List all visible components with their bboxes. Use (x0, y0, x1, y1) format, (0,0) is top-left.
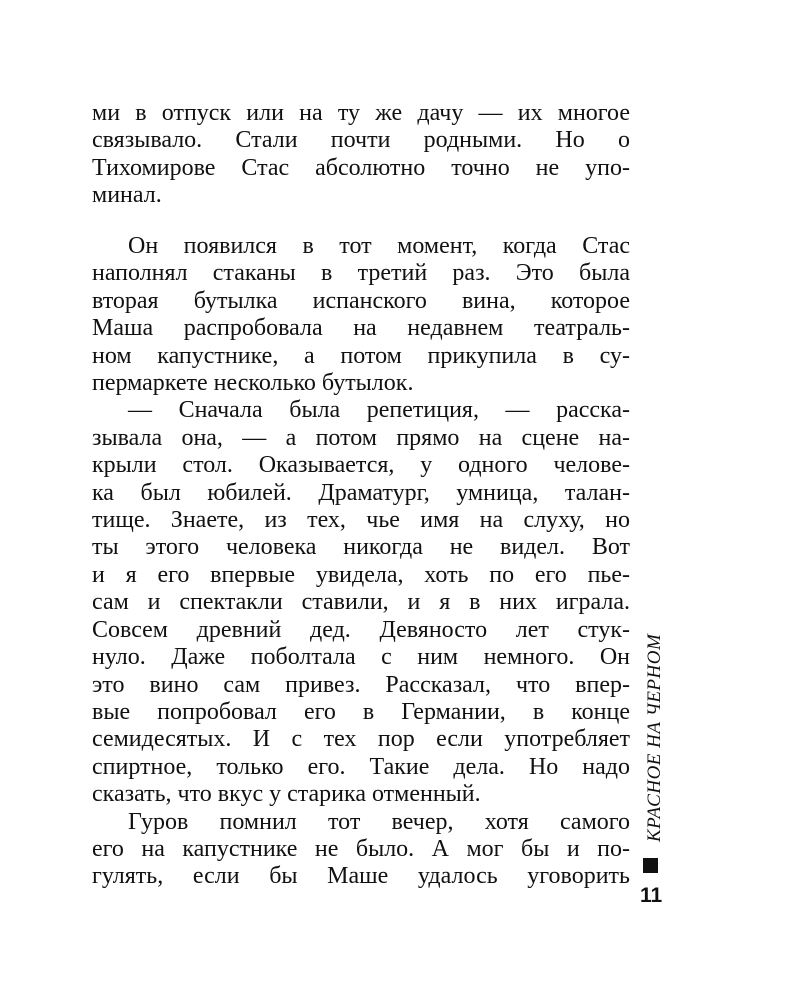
text-line: сам и спектакли ставили, и я в них играла. (92, 589, 630, 616)
text-line: нуло. Даже поболтала с ним немного. Он (92, 644, 630, 671)
paragraph-4 (92, 809, 630, 891)
paragraph-2 (92, 233, 630, 397)
text-line: это вино сам привез. Рассказал, что впер- (92, 671, 630, 698)
square-marker-icon (643, 858, 658, 873)
text-line: Он появился в тот момент, когда Стас (128, 233, 630, 259)
text-line: гулять, если бы Маше удалось уговорить (92, 863, 630, 890)
running-head-text: КРАСНОЕ НА ЧЕРНОМ (644, 633, 665, 842)
text-line: связывало. Стали почти родными. Но о (92, 127, 630, 154)
text-line: тище. Знаете, из тех, чье имя на слуху, но (92, 507, 630, 534)
paragraph-3 (92, 397, 630, 808)
text-line: ми в отпуск или на ту же дачу — их многое (92, 100, 630, 126)
text-line: ном капустнике, а потом прикупила в су- (92, 342, 630, 369)
text-line: его на капустнике не было. А мог бы и по- (92, 835, 630, 862)
text-line: наполнял стаканы в третий раз. Это была (92, 260, 630, 287)
page-number: 11 (640, 884, 663, 907)
text-line: спиртное, только его. Такие дела. Но надо (92, 753, 630, 780)
text-line: Совсем древний дед. Девяносто лет стук- (92, 616, 630, 643)
text-line: вые попробовал его в Германии, в конце (92, 698, 630, 725)
text-line: минал. (92, 182, 162, 209)
text-line: сказать, что вкус у старика отменный. (92, 781, 481, 808)
text-line: вторая бутылка испанского вина, которое (92, 287, 630, 314)
text-line: крыли стол. Оказывается, у одного челове- (92, 452, 630, 479)
text-line: семидесятых. И с тех пор если употребляет (92, 726, 630, 753)
paragraph-1 (92, 100, 630, 210)
text-line: и я его впервые увидела, хоть по его пье- (92, 561, 630, 588)
text-line: Гуров помнил тот вечер, хотя самого (128, 808, 630, 835)
text-line: пермаркете несколько бутылок. (92, 370, 414, 397)
text-line: зывала она, — а потом прямо на сцене на- (92, 424, 630, 451)
text-line: ты этого человека никогда не видел. Вот (92, 534, 630, 561)
body-text (92, 233, 630, 891)
text-line: Тихомирове Стас абсолютно точно не упо- (92, 154, 630, 181)
text-line: Маша распробовала на недавнем театраль- (92, 315, 630, 342)
text-line: ка был юбилей. Драматург, умница, талан- (92, 479, 630, 506)
text-line: — Сначала была репетиция, — расска- (128, 397, 630, 424)
